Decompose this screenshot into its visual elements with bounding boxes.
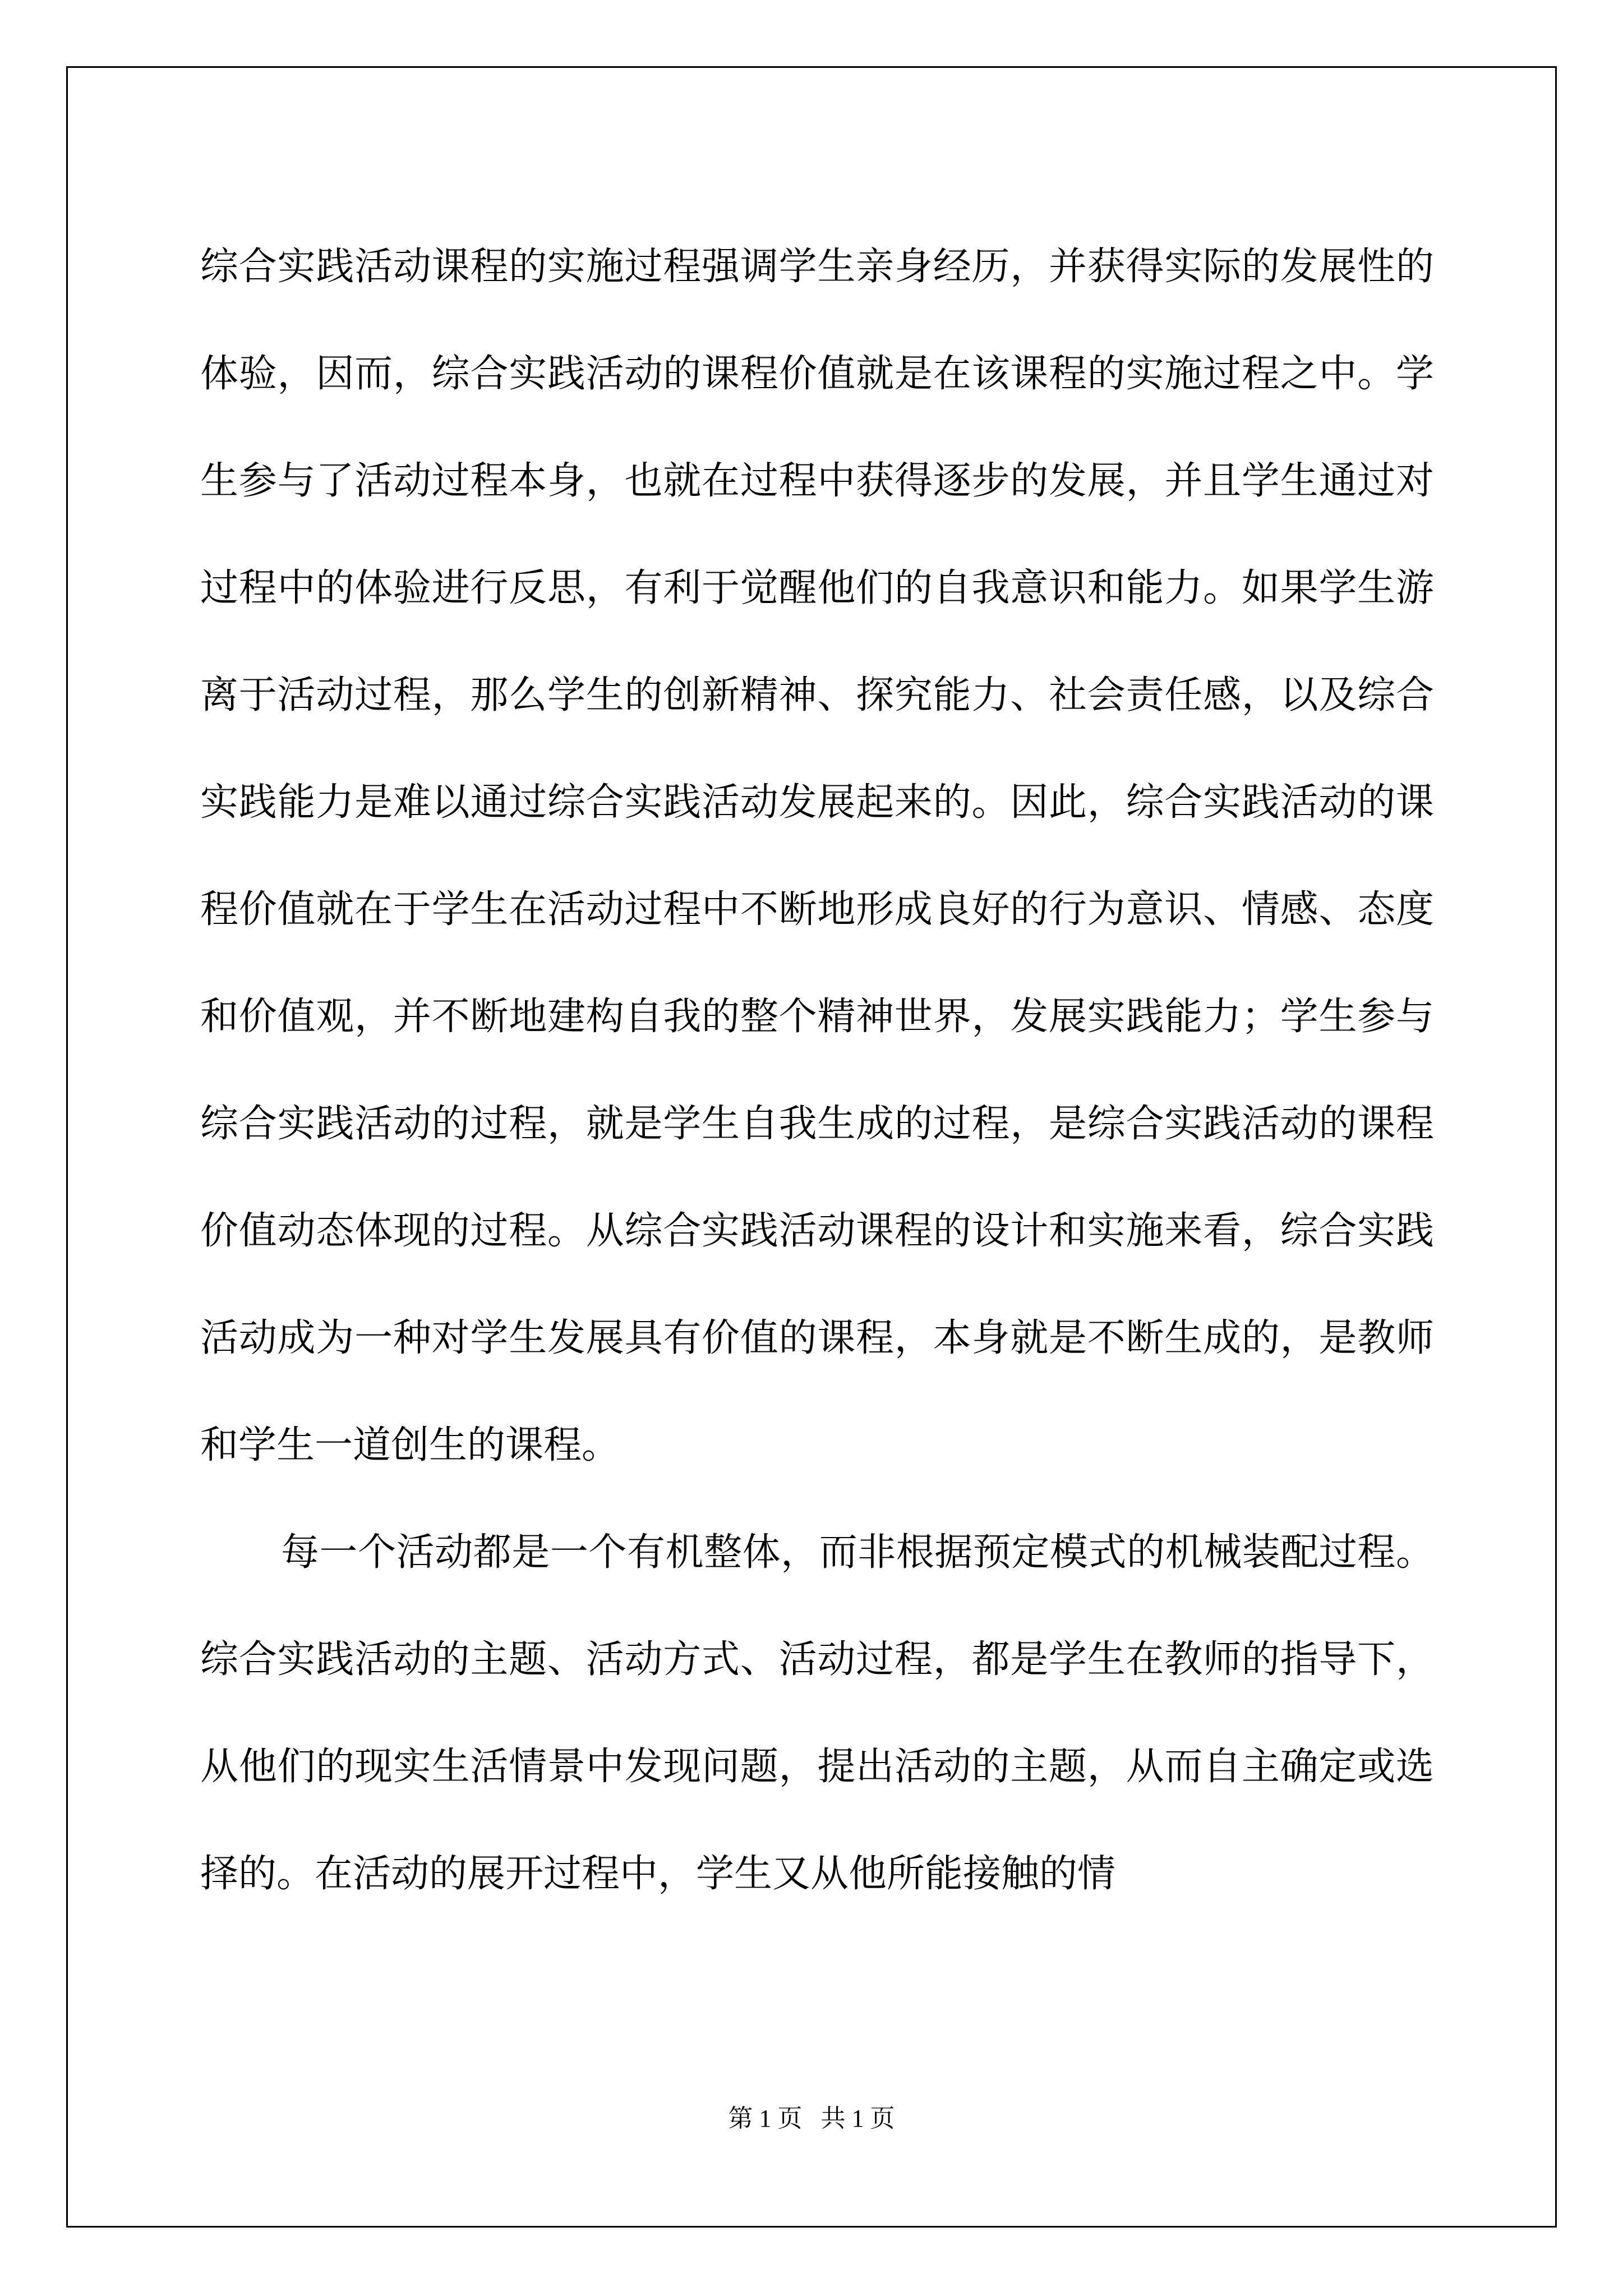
page-number-footer: 第 1 页 共 1 页 — [728, 2105, 895, 2132]
document-body — [200, 213, 1434, 1927]
paragraph-1: 综合实践活动课程的实施过程强调学生亲身经历，并获得实际的发展性的体验，因而，综合实践活动的课程价值就是在该课程的实施过程之中。学生参与了活动过程本身，也就在过程中获得逐步的发展，并且学生通过对过程中的体验进行反思，有利于觉醒他们的自我意识和能力。如果学生游离于活动过程，那么学生的创新精神、探究能力、社会责任感，以及综合实践能力是难以通过综合实践活动发展起来的。因此，综合实践活动的课程价值就在于学生在活动过程中不断地形成良好的行为意识、情感、态度和价值观，并不断地建构自我的整个精神世界，发展实践能力；学生参与综合实践活动的过程，就是学生自我生成的过程，是综合实践活动的课程价值动态体现的过程。从综合实践活动课程的设计和实施来看，综合实践活动成为一种对学生发展具有价值的课程，本身就是不断生成的，是教师和学生一道创生的课程。 — [200, 245, 1434, 1467]
paragraph-2: 每一个活动都是一个有机整体，而非根据预定模式的机械装配过程。综合实践活动的主题、活动方式、活动过程，都是学生在教师的指导下，从他们的现实生活情景中发现问题，提出活动的主题，从而自主确定或选择的。在活动的展开过程中，学生又从他所能接触的情 — [200, 1530, 1434, 1896]
